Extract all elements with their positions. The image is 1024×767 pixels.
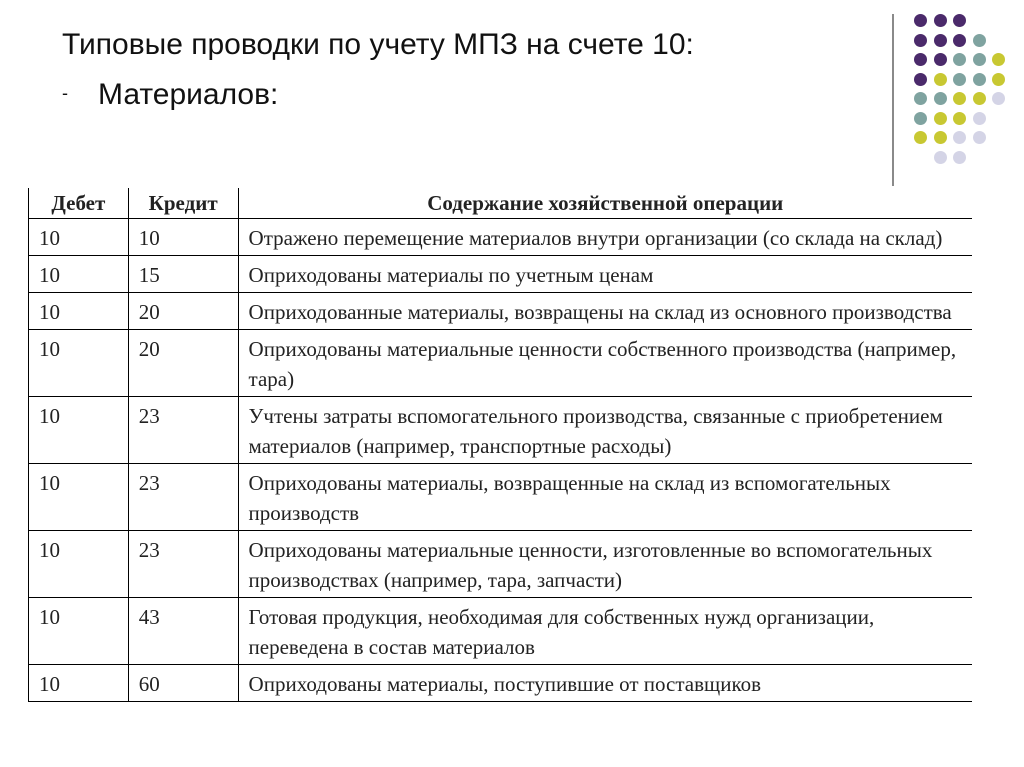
decorative-dot — [973, 112, 986, 125]
decorative-dot — [914, 92, 927, 105]
table-header-row — [29, 188, 973, 219]
decorative-dot — [914, 131, 927, 144]
decorative-dot — [953, 14, 966, 27]
cell-credit: 60 — [128, 665, 238, 702]
cell-description: Оприходованы материальные ценности собственного производства (например, тара) — [238, 330, 972, 397]
decorative-dot — [973, 92, 986, 105]
cell-description: Готовая продукция, необходимая для собственных нужд организации, переведена в состав материалов — [238, 598, 972, 665]
header-debit: Дебет — [29, 188, 129, 219]
decorative-dot — [914, 73, 927, 86]
header-credit: Кредит — [128, 188, 238, 219]
decorative-dot — [934, 14, 947, 27]
table-row — [29, 464, 973, 531]
bullet-dash: - — [62, 83, 68, 104]
decorative-dot — [934, 73, 947, 86]
table-row — [29, 665, 973, 702]
table-row — [29, 598, 973, 665]
cell-description: Оприходованы материалы по учетным ценам — [238, 256, 972, 293]
cell-description: Учтены затраты вспомогательного производства, связанные с приобретением материалов (например, транспортные расходы) — [238, 397, 972, 464]
cell-description: Оприходованы материалы, поступившие от поставщиков — [238, 665, 972, 702]
cell-debit: 10 — [29, 464, 129, 531]
cell-debit: 10 — [29, 598, 129, 665]
table-row — [29, 293, 973, 330]
header-description: Содержание хозяйственной операции — [238, 188, 972, 219]
decorative-dot — [934, 92, 947, 105]
slide-subtitle — [62, 76, 278, 115]
decorative-dot — [973, 53, 986, 66]
cell-description: Оприходованные материалы, возвращены на склад из основного производства — [238, 293, 972, 330]
decorative-dot — [934, 131, 947, 144]
decorative-dot — [953, 92, 966, 105]
table-row — [29, 531, 973, 598]
decorative-dot — [914, 14, 927, 27]
table-row — [29, 397, 973, 464]
cell-debit: 10 — [29, 256, 129, 293]
decorative-dot — [934, 112, 947, 125]
decorative-dot — [934, 151, 947, 164]
cell-credit: 23 — [128, 464, 238, 531]
cell-credit: 20 — [128, 293, 238, 330]
cell-credit: 15 — [128, 256, 238, 293]
cell-debit: 10 — [29, 330, 129, 397]
cell-debit: 10 — [29, 293, 129, 330]
table-row — [29, 256, 973, 293]
cell-debit: 10 — [29, 665, 129, 702]
decorative-dot — [973, 131, 986, 144]
decorative-dot — [992, 92, 1005, 105]
decorative-dot — [973, 34, 986, 47]
cell-description: Оприходованы материалы, возвращенные на склад из вспомогательных производств — [238, 464, 972, 531]
table-row — [29, 219, 973, 256]
decorative-dot — [953, 131, 966, 144]
decorative-dot — [953, 73, 966, 86]
cell-credit: 23 — [128, 531, 238, 598]
cell-debit: 10 — [29, 219, 129, 256]
cell-debit: 10 — [29, 397, 129, 464]
decorative-dot — [992, 53, 1005, 66]
decorative-dot — [934, 53, 947, 66]
cell-debit: 10 — [29, 531, 129, 598]
decorative-dot — [953, 34, 966, 47]
cell-credit: 43 — [128, 598, 238, 665]
decorative-dot — [914, 53, 927, 66]
decorative-dot — [914, 112, 927, 125]
decorative-dot — [914, 34, 927, 47]
slide-title: Типовые проводки по учету МПЗ на счете 10: — [62, 28, 694, 61]
transactions-table — [28, 188, 972, 702]
cell-credit: 20 — [128, 330, 238, 397]
cell-description: Оприходованы материальные ценности, изготовленные во вспомогательных производствах (например, тара, запчасти) — [238, 531, 972, 598]
decorative-dot — [953, 151, 966, 164]
subtitle-text: Материалов: — [98, 78, 279, 111]
cell-description: Отражено перемещение материалов внутри организации (со склада на склад) — [238, 219, 972, 256]
decorative-divider — [892, 14, 894, 186]
decorative-dot — [953, 53, 966, 66]
decorative-dot — [934, 34, 947, 47]
cell-credit: 23 — [128, 397, 238, 464]
decorative-dot — [973, 73, 986, 86]
decorative-dot — [953, 112, 966, 125]
decorative-dot — [992, 73, 1005, 86]
table-row — [29, 330, 973, 397]
cell-credit: 10 — [128, 219, 238, 256]
